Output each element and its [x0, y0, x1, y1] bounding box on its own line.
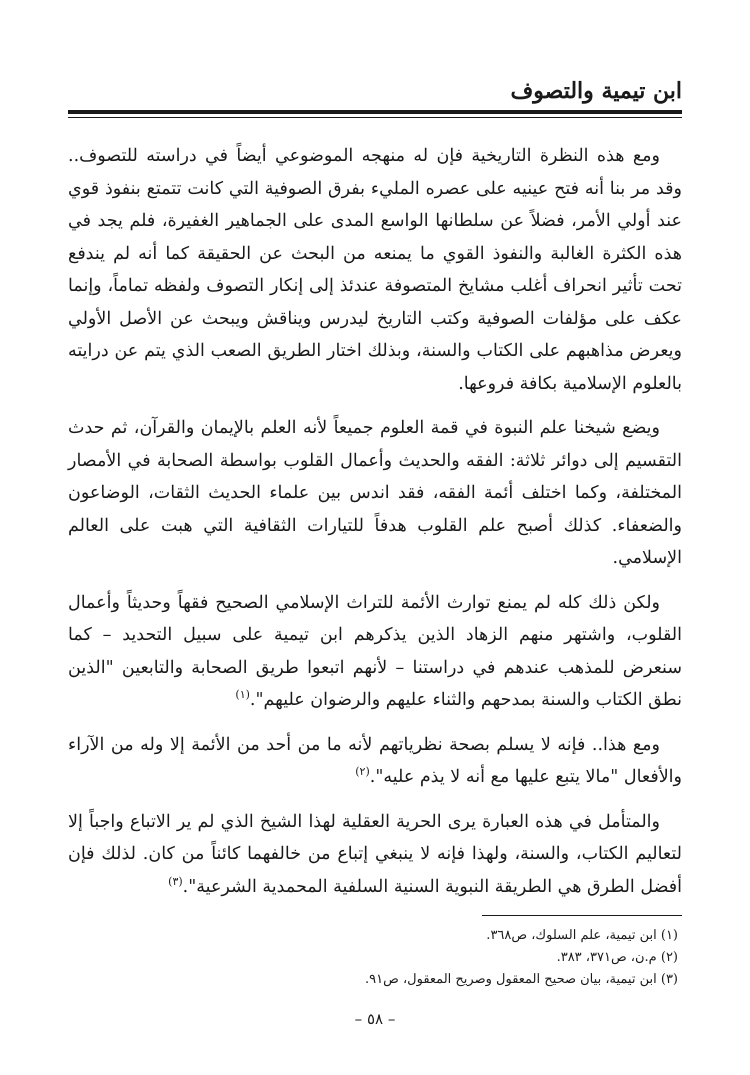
footnote-1: (١) ابن تيمية، علم السلوك، ص٣٦٨. — [486, 928, 678, 943]
body-text — [68, 140, 682, 915]
footnote-3: (٣) ابن تيمية، بيان صحيح المعقول وصريح المعقول، ص٩١. — [365, 972, 678, 987]
running-header-title: ابن تيمية والتصوف — [510, 78, 682, 104]
footnote-ref-2: (٢) — [355, 765, 370, 779]
paragraph-4 — [68, 729, 682, 794]
paragraph-1: ومع هذه النظرة التاريخية فإن له منهجه الموضوعي أيضاً في دراسته للتصوف.. وقد مر بنا أنه فتح عينيه على عصره المليء بفرق الصوفية التي كانت تتمتع بنفوذ قوي عند أولي الأمر، فضلاً عن سلطانها الواسع المدى على الجماهير الغفيرة، فلم يجد في هذه الكثرة الغالبة والنفوذ القوي ما يمنعه من البحث عن الحقيقة كما أنه لم يندفع تحت تأثير انحراف أغلب مشايخ المتصوفة عندئذ إلى إنكار التصوف ولفظه تماماً، وإنما عكف على مؤلفات الصوفية وكتب التاريخ ليدرس ويناقش ويبحث عن الأصل الأولي ويعرض مذاهبهم على الكتاب والسنة، وبذلك اختار الطريق الصعب الذي يتم عن درايته بالعلوم الإسلامية بكافة فروعها. — [68, 146, 682, 394]
page-number: – ٥٨ – — [354, 1010, 396, 1028]
paragraph-2: ويضع شيخنا علم النبوة في قمة العلوم جميعاً لأنه العلم بالإيمان والقرآن، ثم حدث التقسيم إلى دوائر ثلاثة: الفقه والحديث وأعمال القلوب بواسطة الصحابة في الأمصار المختلفة، وكما اختلف أئمة الفقه، فقد اندس بين علماء الحديث الثقات، الوضاعون والضعفاء. كذلك أصبح علم القلوب هدفاً للتيارات الثقافية التي هبت على العالم الإسلامي. — [68, 418, 682, 568]
header-rule — [68, 110, 682, 114]
footnote-ref-1: (١) — [235, 688, 250, 702]
paragraph-3-text: ولكن ذلك كله لم يمنع توارث الأئمة للتراث الإسلامي الصحيح فقهاً وحديثاً وأعمال القلوب، واشتهر منهم الزهاد الذين يذكرهم ابن تيمية على سبيل التحديد – كما سنعرض للمذهب عندهم في دراستنا – لأنهم اتبعوا طريق الصحابة والتابعين "الذين نطق الكتاب والسنة بمدحهم والثناء عليهم والرضوان عليهم". — [68, 592, 682, 710]
footnote-ref-3: (٣) — [168, 874, 183, 888]
paragraph-3 — [68, 587, 682, 717]
footnote-separator — [482, 915, 682, 916]
footnote-2: (٢) م.ن، ص٣٧١، ٣٨٣. — [556, 950, 678, 965]
paragraph-5-text: والمتأمل في هذه العبارة يرى الحرية العقلية لهذا الشيخ الذي لم ير الاتباع واجباً إلا لتعاليم الكتاب، والسنة، ولهذا فإنه لا ينبغي إتباع من خالفهما كائناً من كان. لذلك فإن أفضل الطرق هي الطريقة النبوية السنية السلفية المحمدية الشرعية". — [68, 811, 682, 897]
footnotes — [68, 925, 678, 991]
header-rule-thin — [68, 117, 682, 118]
paragraph-4-text: ومع هذا.. فإنه لا يسلم بصحة نظرياتهم لأنه ما من أحد من الأئمة إلا وله من الآراء والأفعال "مالا يتبع عليها مع أنه لا يذم عليه". — [68, 734, 682, 787]
paragraph-5 — [68, 806, 682, 904]
